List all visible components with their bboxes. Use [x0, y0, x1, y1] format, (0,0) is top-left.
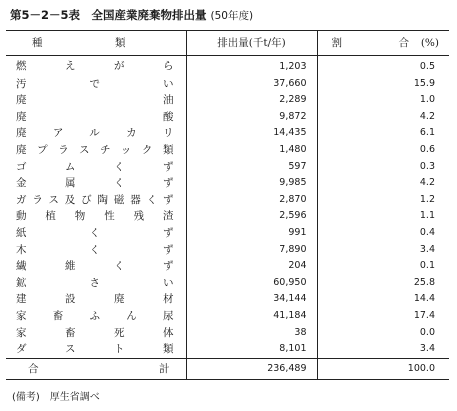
ratio-cell: 1.0 — [317, 92, 449, 109]
table-row — [6, 56, 449, 76]
table-row — [6, 242, 449, 259]
total-row — [6, 358, 449, 379]
table-row — [6, 125, 449, 142]
source-note: (備考) 厚生省調べ — [12, 392, 100, 403]
table-row — [6, 341, 449, 358]
waste-kind-cell: ダスト類 — [16, 343, 174, 356]
quantity-cell: 7,890 — [186, 242, 317, 259]
waste-kind-cell: 廃油 — [16, 94, 174, 107]
table-body — [6, 56, 449, 359]
table-row — [6, 291, 449, 308]
table-title-main: 第5－2－5表 全国産業廃棄物排出量 — [10, 8, 207, 22]
quantity-cell: 991 — [186, 225, 317, 242]
table-row — [6, 325, 449, 342]
waste-kind-cell: 紙くず — [16, 226, 174, 239]
ratio-cell: 3.4 — [317, 341, 449, 358]
quantity-cell: 9,872 — [186, 109, 317, 126]
ratio-cell: 0.6 — [317, 142, 449, 159]
quantity-cell: 597 — [186, 159, 317, 176]
waste-kind-cell: 廃アルカリ — [16, 127, 174, 140]
total-ratio: 100.0 — [317, 358, 449, 379]
table-title — [10, 7, 253, 23]
ratio-cell: 1.2 — [317, 192, 449, 209]
waste-kind-cell: 家畜死体 — [16, 326, 174, 339]
ratio-cell: 1.1 — [317, 208, 449, 225]
ratio-cell: 25.8 — [317, 275, 449, 292]
table-row — [6, 208, 449, 225]
waste-kind-cell: 動植物性残渣 — [16, 210, 174, 223]
ratio-cell: 0.0 — [317, 325, 449, 342]
table-row — [6, 192, 449, 209]
quantity-cell: 8,101 — [186, 341, 317, 358]
ratio-cell: 0.4 — [317, 225, 449, 242]
quantity-cell: 41,184 — [186, 308, 317, 325]
waste-kind-cell: 廃酸 — [16, 110, 174, 123]
quantity-cell: 38 — [186, 325, 317, 342]
waste-kind-cell: ガラス及び陶磁器くず — [16, 193, 174, 206]
quantity-cell: 14,435 — [186, 125, 317, 142]
waste-kind-cell: 家畜ふん尿 — [16, 309, 174, 322]
table-row — [6, 258, 449, 275]
quantity-cell: 1,480 — [186, 142, 317, 159]
waste-kind-cell: 鉱さい — [16, 276, 174, 289]
table-row — [6, 142, 449, 159]
ratio-cell: 6.1 — [317, 125, 449, 142]
total-label: 合計 — [6, 358, 186, 379]
table-row — [6, 308, 449, 325]
quantity-cell: 2,596 — [186, 208, 317, 225]
ratio-cell: 17.4 — [317, 308, 449, 325]
quantity-cell: 34,144 — [186, 291, 317, 308]
table-title-sub: (50年度) — [210, 10, 254, 22]
quantity-cell: 1,203 — [186, 56, 317, 76]
table-row — [6, 109, 449, 126]
table-row — [6, 159, 449, 176]
waste-emission-table — [6, 30, 449, 380]
quantity-cell: 60,950 — [186, 275, 317, 292]
header-quantity: 排出量(千t/年) — [186, 31, 317, 56]
table-header — [6, 31, 449, 56]
table-row — [6, 225, 449, 242]
ratio-cell: 3.4 — [317, 242, 449, 259]
waste-kind-cell: 燃えがら — [16, 59, 174, 72]
waste-kind-cell: 繊維くず — [16, 260, 174, 273]
waste-kind-cell: 汚でい — [16, 77, 174, 90]
quantity-cell: 37,660 — [186, 76, 317, 93]
quantity-cell: 2,289 — [186, 92, 317, 109]
table-row — [6, 275, 449, 292]
ratio-cell: 4.2 — [317, 109, 449, 126]
ratio-cell: 0.3 — [317, 159, 449, 176]
ratio-cell: 14.4 — [317, 291, 449, 308]
waste-kind-cell: 木くず — [16, 243, 174, 256]
table-row — [6, 175, 449, 192]
quantity-cell: 9,985 — [186, 175, 317, 192]
table-footer — [6, 358, 449, 379]
table-row — [6, 92, 449, 109]
total-quantity: 236,489 — [186, 358, 317, 379]
ratio-cell: 15.9 — [317, 76, 449, 93]
waste-kind-cell: 廃プラスチック類 — [16, 143, 174, 156]
ratio-cell: 0.1 — [317, 258, 449, 275]
waste-kind-cell: ゴムくず — [16, 160, 174, 173]
quantity-cell: 204 — [186, 258, 317, 275]
waste-kind-cell: 建設廃材 — [16, 293, 174, 306]
header-ratio: 割 合(%) — [317, 31, 449, 56]
table-row — [6, 76, 449, 93]
quantity-cell: 2,870 — [186, 192, 317, 209]
ratio-cell: 4.2 — [317, 175, 449, 192]
waste-kind-cell: 金属くず — [16, 177, 174, 190]
ratio-cell: 0.5 — [317, 56, 449, 76]
header-kind: 種 類 — [6, 31, 186, 56]
